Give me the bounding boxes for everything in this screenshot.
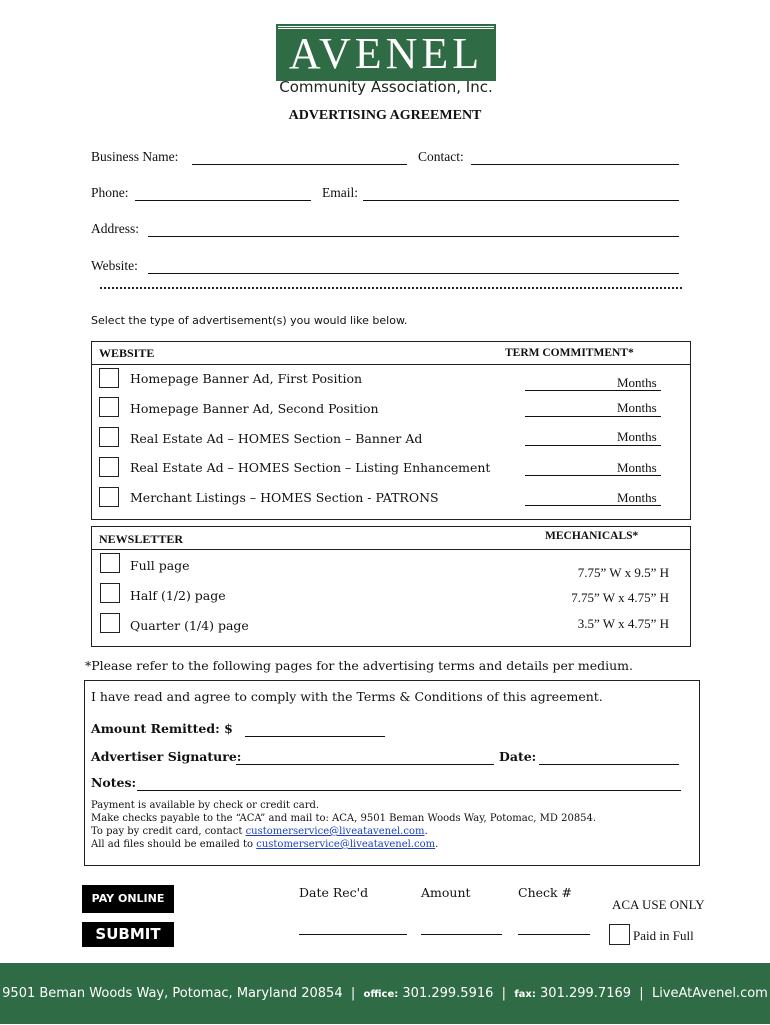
checkbox-homepage-first[interactable] — [99, 368, 119, 388]
footer-office-phone: 301.299.5916 — [402, 986, 494, 1001]
dotted-divider — [100, 281, 682, 289]
item-homes-listing: Real Estate Ad – HOMES Section – Listing Enhancement — [130, 460, 491, 475]
term-commitment-header: TERM COMMITMENT* — [505, 347, 634, 359]
footer-separator: | — [635, 986, 648, 1001]
website-label: Website: — [91, 258, 138, 273]
date-recd-field[interactable] — [299, 920, 407, 935]
payment-line-3 — [91, 825, 596, 838]
footer-office-label: office: — [363, 989, 399, 1000]
footer-bar — [0, 963, 770, 1024]
item-half-page: Half (1/2) page — [130, 588, 226, 603]
phone-field[interactable] — [135, 186, 311, 201]
instruction-text: Select the type of advertisement(s) you would like below. — [91, 314, 408, 327]
date-field[interactable] — [539, 750, 679, 765]
terms-note: *Please refer to the following pages for the advertising terms and details per medium. — [85, 658, 633, 673]
item-homepage-first: Homepage Banner Ad, First Position — [130, 371, 363, 386]
item-merchant-listings: Merchant Listings – HOMES Section - PATRONS — [130, 490, 439, 505]
logo-subtitle: Community Association, Inc. — [279, 78, 493, 96]
checkbox-homes-listing[interactable] — [99, 457, 119, 477]
notes-label: Notes: — [91, 775, 137, 790]
payment-line-3-end: . — [424, 826, 428, 837]
website-section-header — [92, 342, 690, 365]
submit-button[interactable]: SUBMIT — [82, 922, 174, 947]
footer-fax-phone: 301.299.7169 — [540, 986, 632, 1001]
months-label: Months — [617, 429, 657, 444]
customer-service-email-link[interactable]: customerservice@liveatavenel.com — [245, 826, 425, 837]
signature-field[interactable] — [236, 750, 494, 765]
logo-name: AVENEL — [288, 29, 484, 78]
months-label: Months — [617, 490, 657, 505]
footer-fax-label: fax: — [514, 989, 536, 1000]
months-label: Months — [617, 375, 657, 390]
checkbox-homepage-second[interactable] — [99, 397, 119, 417]
office-amount-field[interactable] — [421, 920, 502, 935]
mech-half-page: 7.75” W x 4.75” H — [571, 590, 669, 605]
mech-quarter-page: 3.5” W x 4.75” H — [577, 616, 669, 631]
checkbox-full-page[interactable] — [100, 553, 120, 573]
signature-label: Advertiser Signature: — [91, 749, 242, 764]
office-amount-label: Amount — [421, 885, 471, 900]
payment-line-2: Make checks payable to the “ACA” and mail to: ACA, 9501 Beman Woods Way, Potomac, MD 20854. — [91, 813, 597, 824]
check-number-label: Check # — [518, 885, 573, 900]
payment-line-4-text: All ad files should be emailed to — [91, 839, 257, 850]
item-homepage-second: Homepage Banner Ad, Second Position — [130, 401, 379, 416]
item-full-page: Full page — [130, 558, 190, 573]
date-label: Date: — [499, 749, 537, 764]
checkbox-half-page[interactable] — [100, 583, 120, 603]
checkbox-merchant-listings[interactable] — [99, 487, 119, 507]
business-name-label: Business Name: — [91, 149, 179, 164]
email-field[interactable] — [363, 186, 679, 201]
months-label: Months — [617, 400, 657, 415]
website-header: WEBSITE — [99, 346, 155, 360]
footer-address: 9501 Beman Woods Way, Potomac, Maryland 20854 — [2, 986, 343, 1001]
amount-remitted-field[interactable] — [245, 722, 385, 737]
pay-online-button[interactable]: PAY ONLINE — [82, 885, 174, 913]
footer-separator: | — [497, 986, 511, 1001]
checkbox-homes-banner[interactable] — [99, 427, 119, 447]
item-homes-banner: Real Estate Ad – HOMES Section – Banner Ad — [130, 431, 423, 446]
months-label: Months — [617, 460, 657, 475]
date-recd-label: Date Rec'd — [299, 885, 369, 900]
amount-remitted-label: Amount Remitted: $ — [91, 721, 233, 736]
email-label: Email: — [322, 185, 358, 200]
checkbox-quarter-page[interactable] — [100, 613, 120, 633]
footer-separator: | — [346, 986, 360, 1001]
avenel-logo — [278, 26, 494, 79]
mech-full-page: 7.75” W x 9.5” H — [577, 565, 669, 580]
business-name-field[interactable] — [192, 150, 407, 165]
paid-in-full-checkbox[interactable] — [609, 924, 630, 945]
contact-label: Contact: — [418, 149, 464, 164]
mechanicals-header: MECHANICALS* — [545, 530, 639, 542]
website-field[interactable] — [148, 259, 679, 274]
payment-line-1: Payment is available by check or credit card. — [91, 800, 320, 811]
payment-line-4-end: . — [435, 839, 439, 850]
newsletter-section-header — [92, 527, 690, 550]
ad-files-email-link[interactable]: customerservice@liveatavenel.com — [256, 839, 436, 850]
document-title: ADVERTISING AGREEMENT — [288, 108, 482, 123]
paid-in-full-label: Paid in Full — [633, 928, 694, 943]
check-number-field[interactable] — [518, 920, 590, 935]
address-field[interactable] — [148, 222, 679, 237]
newsletter-header: NEWSLETTER — [99, 532, 184, 546]
notes-field[interactable] — [137, 776, 681, 791]
payment-info — [91, 799, 596, 851]
payment-line-4 — [91, 838, 596, 851]
phone-label: Phone: — [91, 185, 129, 200]
agreement-statement: I have read and agree to comply with the Terms & Conditions of this agreement. — [91, 689, 603, 704]
footer-website[interactable]: LiveAtAvenel.com — [651, 986, 768, 1001]
item-quarter-page: Quarter (1/4) page — [130, 618, 249, 633]
aca-use-only-label: ACA USE ONLY — [612, 897, 705, 912]
contact-field[interactable] — [471, 150, 679, 165]
payment-line-3-text: To pay by credit card, contact — [91, 826, 246, 837]
address-label: Address: — [91, 221, 139, 236]
